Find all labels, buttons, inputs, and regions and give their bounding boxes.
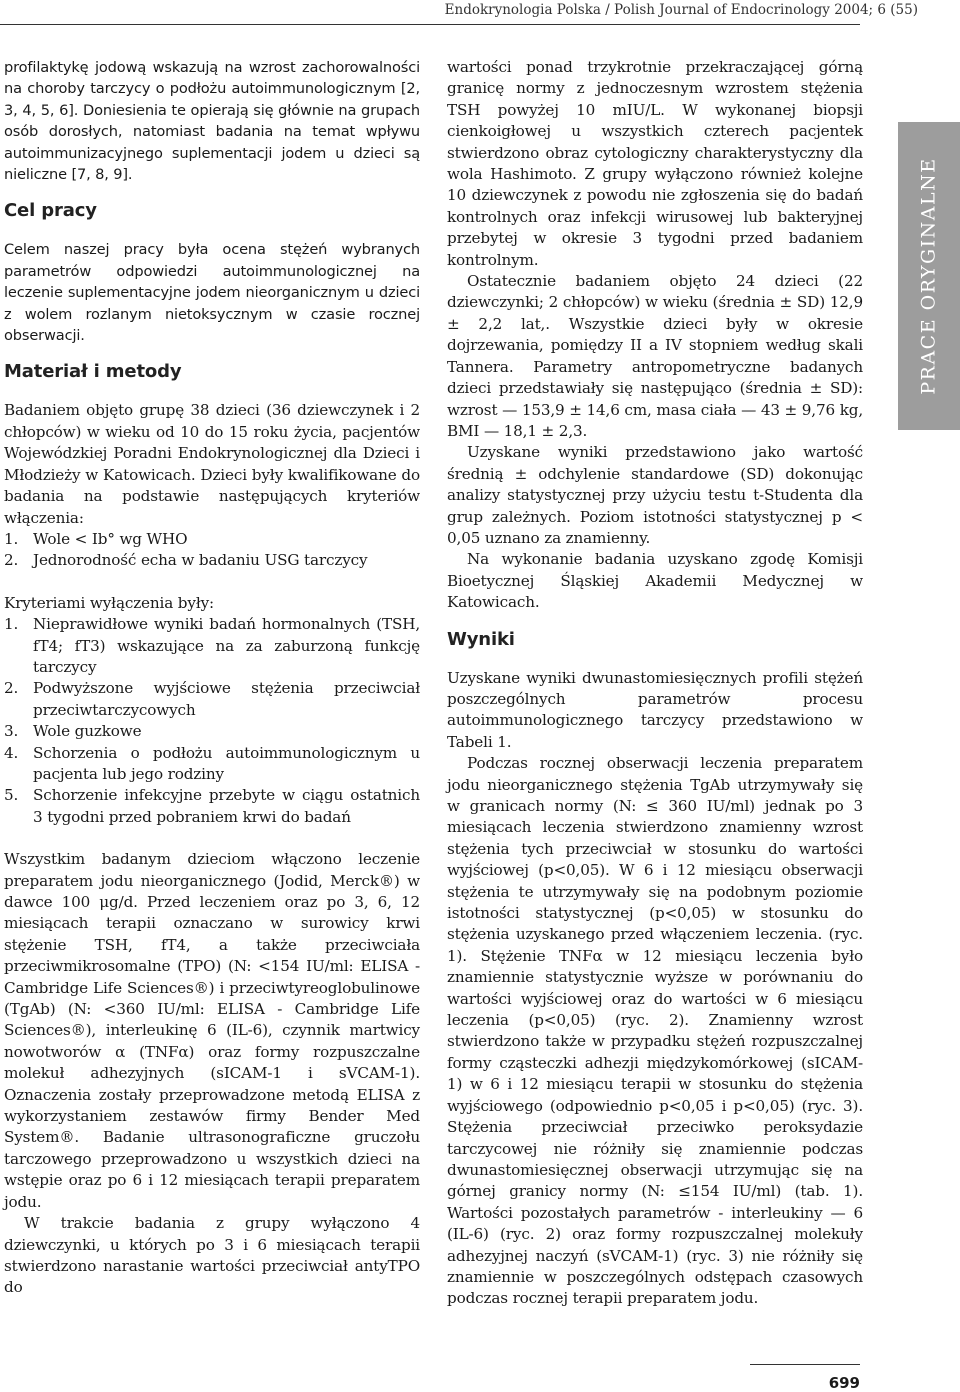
side-tab-label: PRACE ORYGINALNE [918,157,940,395]
list-item [4,614,420,678]
ethics-paragraph: Na wykonanie badania uzyskano zgodę Komisji Bioetycznej Śląskiej Akademii Medycznej w Katowicach. [447,550,863,612]
list-item [4,550,420,571]
list-number: 2. [4,551,19,570]
aim-heading: Cel pracy [4,200,97,222]
list-text: Schorzenia o podłożu autoimmunologicznym u pacjenta lub jego rodziny [33,743,420,783]
final-group-paragraph: Ostatecznie badaniem objęto 24 dzieci (22 dziewczynki; 2 chłopców) w wieku (średnia ± SD) 12,9 ± 2,2 lat,. Wszystkie dzieci były w okresie dojrzewania, pomiędzy II a IV stopniem według skali Tannera. Parametry antropometryczne badanych dzieci przedstawiały się następująco (średnia ± SD): wzrost — 153,9 ± 14,6 cm, masa ciała — 43 ± 9,76 kg, BMI — 18,1 ± 2,3. [447,272,863,440]
results-paragraph-2: Podczas rocznej obserwacji leczenia preparatem jodu nieorganicznego stężenia TgAb utrzymywały się w granicach normy (N: ≤ 360 IU/ml) jednak po 3 miesiącach leczenia stwierdzono znamienny wzrost stężenia tych przeciwciał w stosunku do wartości wyjściowej (p<0,05). W 6 i 12 miesiącu obserwacji stężenia te utrzymywały się na podobnym poziomie istotności statystycznej (p<0,05) w stosunku do stężenia uzyskanego przed włączeniem leczenia. (ryc. 1). Stężenie TNFα w 12 miesiącu leczenia było znamiennie statystycznie wyższe w porównaniu do wartości wyjściowej oraz do wartości w 6 miesiącu leczenia (p<0,05) (ryc. 2). Znamienny wzrost stwierdzono także w przypadku stężeń rozpuszczalnej formy cząsteczki adhezji międzykomórkowej (sICAM-1) w 6 i 12 miesiącu terapii w stosunku do stężenia wyjściowego (odpowiednio p<0,05 i p<0,05) (ryc. 3). Stężenia przeciwciał przeciwko peroksydazie tarczycowej nie różniły się znamiennie podczas dwunastomiesięcznej obserwacji utrzymując się na górnej granicy normy (N: ≤154 IU/ml) (tab. 1). Wartości pozostałych parametrów - interleukiny — 6 (IL-6) (ryc. 2) oraz formy rozpuszczalnej molekuły adhezyjnej naczyń (sVCAM-1) (ryc. 3) nie różniły się znamiennie w poszczególnych odstępach czasowych podczas rocznej terapii preparatem jodu. [447,754,863,1308]
list-text: Podwyższone wyjściowe stężenia przeciwciał przeciwtarczycowych [33,679,420,719]
list-number: 1. [4,529,19,548]
page-number: 699 [828,1374,860,1392]
inclusion-criteria-list [4,529,420,572]
aim-paragraph: Celem naszej pracy była ocena stężeń wybranych parametrów odpowiedzi autoimmunologicznej na leczenie suplementacyjne jodem nieorganicznym u dzieci z wolem rozlanym nietoksycznym w czasie rocznej obserwacji. [4,241,420,345]
methods-paragraph: Badaniem objęto grupę 38 dzieci (36 dziewczynek i 2 chłopców) w wieku od 10 do 15 roku życia, pacjentów Wojewódzkiej Poradni Endokrynologicznej dla Dzieci i Młodzieży w Katowicach. Dzieci były kwalifikowane do badania na podstawie następujących kryteriów włączenia: [4,401,420,527]
list-item [4,785,420,828]
list-item [4,678,420,721]
list-item [4,721,420,742]
stats-paragraph: Uzyskane wyniki przedstawiono jako wartość średnią ± odchylenie standardowe (SD) dokonując analizy statystycznej przy użyciu testu t-Studenta dla grup zależnych. Poziom istotności statystycznej p < 0,05 uznano za znamienny. [447,443,863,547]
list-number: 5. [4,786,19,805]
list-item [4,743,420,786]
list-text: Wole guzkowe [33,722,142,741]
running-header: Endokrynologia Polska / Polish Journal of Endocrinology 2004; 6 (55) [444,2,918,18]
section-side-tab [898,122,960,430]
list-number: 1. [4,615,19,634]
excluded-paragraph: W trakcie badania z grupy wyłączono 4 dziewczynki, u których po 3 i 6 miesiącach terapii stwierdzono narastanie wartości przeciwciał antyTPO do [4,1214,420,1297]
results-heading: Wyniki [447,628,515,650]
list-text: Nieprawidłowe wyniki badań hormonalnych (TSH, fT4; fT3) wskazujące na za zaburzoną funkcję tarczycy [33,615,420,676]
spacer [4,572,420,593]
list-number: 4. [4,743,19,762]
spacer [4,828,420,849]
results-paragraph-1: Uzyskane wyniki dwunastomiesięcznych profili stężeń poszczególnych parametrów procesu autoimmunologicznego tarczycy przedstawiono w Tabeli 1. [447,668,863,751]
list-text: Wole < Ib° wg WHO [33,529,188,548]
exclusion-criteria-list [4,614,420,828]
right-column [447,57,863,1310]
header-rule [0,24,860,25]
methods-heading: Materiał i metody [4,361,182,383]
exclusion-heading: Kryteriami wyłączenia były: [4,593,214,612]
continuation-paragraph: wartości ponad trzykrotnie przekraczającej górną granicę normy z jednoczesnym wzrostem stężenia TSH powyżej 10 mIU/L. W wykonanej biopsji cienkoigłowej u wszystkich czterech pacjentek stwierdzono obraz cytologiczny charakterystyczny dla wola Hashimoto. Z grupy wyłączono również kolejne 10 dziewczynek z powodu nie zgłoszenia się do badań kontrolnych oraz infekcji wirusowej lub bakteryjnej przebytej w okresie 3 tygodni przed badaniem kontrolnym. [447,58,863,269]
list-number: 2. [4,679,19,698]
left-column [4,57,420,1299]
footer-rule [750,1364,860,1365]
list-item [4,529,420,550]
list-text: Jednorodność echa w badaniu USG tarczycy [33,551,368,570]
intro-paragraph: profilaktykę jodową wskazują na wzrost zachorowalności na choroby tarczycy o podłożu autoimmunologicznym [2, 3, 4, 5, 6]. Doniesienia te opierają się głównie na grupach osób dorosłych, natomiast badania na temat wpływu autoimmunizacyjnego suplementacji jodem u dzieci są nieliczne [7, 8, 9]. [4,59,420,184]
list-number: 3. [4,722,19,741]
list-text: Schorzenie infekcyjne przebyte w ciągu ostatnich 3 tygodni przed pobraniem krwi do badań [33,786,420,826]
treatment-paragraph: Wszystkim badanym dzieciom włączono leczenie preparatem jodu nieorganicznego (Jodid, Merck®) w dawce 100 μg/d. Przed leczeniem oraz po 3, 6, 12 miesiącach terapii oznaczano w surowicy krwi stężenie TSH, fT4, a także przeciwciała przeciwmikrosomalne (TPO) (N: <154 IU/ml: ELISA - Cambridge Life Sciences®) i przeciwtyreoglobulinowe (TgAb) (N: <360 IU/ml: ELISA - Cambridge Life Sciences®), interleukinę 6 (IL-6), czynnik martwicy nowotworów α (TNFα) oraz formy rozpuszczalne molekuł adhezyjnych (sICAM-1 i sVCAM-1). Oznaczenia zostały przeprowadzone metodą ELISA z wykorzystaniem zestawów firmy Bender Med System®. Badanie ultrasonograficzne gruczołu tarczowego przeprowadzono u wszystkich dzieci na wstępie oraz po 6 i 12 miesiącach terapii preparatem jodu. [4,850,420,1211]
